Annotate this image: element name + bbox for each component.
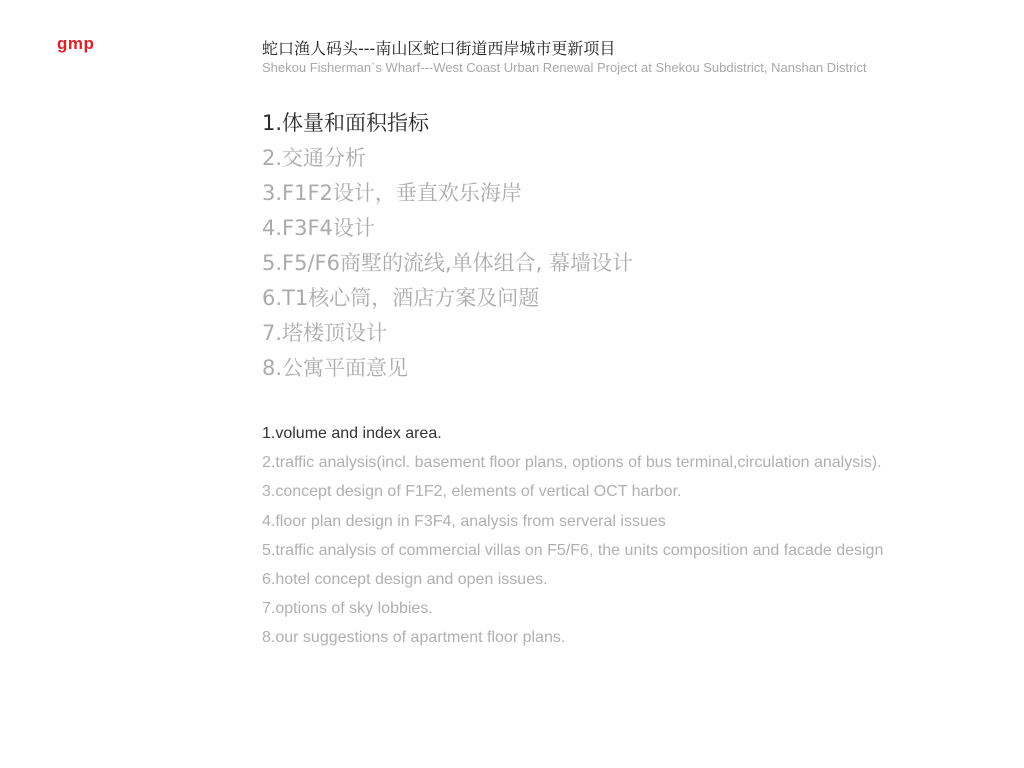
- document-header: [262, 38, 867, 76]
- project-title-en: Shekou Fisherman`s Wharf---West Coast Urban Renewal Project at Shekou Subdistrict, Nanshan District: [262, 60, 867, 75]
- toc-cn-item: 8.公寓平面意见: [262, 356, 409, 380]
- toc-en-item: 1.volume and index area.: [262, 425, 442, 442]
- toc-en-item: 2.traffic analysis(incl. basement floor plans, options of bus terminal,circulation analysis).: [262, 454, 882, 472]
- toc-en-item: 4.floor plan design in F3F4, analysis from serveral issues: [262, 512, 666, 530]
- gmp-logo: gmp: [57, 34, 95, 53]
- toc-en-item: 7.options of sky lobbies.: [262, 600, 433, 618]
- toc-en-item: 5.traffic analysis of commercial villas on F5/F6, the units composition and facade design: [262, 541, 884, 559]
- toc-cn-item: 4.F3F4设计: [262, 216, 375, 240]
- toc-english: [262, 419, 883, 653]
- toc-cn-item: 1.体量和面积指标: [262, 111, 430, 135]
- toc-en-item: 3.concept design of F1F2, elements of vertical OCT harbor.: [262, 483, 682, 501]
- toc-cn-item: 6.T1核心筒，酒店方案及问题: [262, 286, 540, 310]
- toc-cn-item: 7.塔楼顶设计: [262, 321, 388, 345]
- toc-chinese: [262, 106, 633, 386]
- toc-cn-item: 3.F1F2设计，垂直欢乐海岸: [262, 181, 522, 205]
- toc-en-item: 8.our suggestions of apartment floor plans.: [262, 629, 566, 647]
- toc-cn-item: 5.F5/F6商墅的流线,单体组合, 幕墙设计: [262, 251, 634, 275]
- toc-cn-item: 2.交通分析: [262, 146, 367, 170]
- project-title-cn: 蛇口渔人码头---南山区蛇口街道西岸城市更新项目: [262, 39, 616, 58]
- toc-en-item: 6.hotel concept design and open issues.: [262, 570, 548, 588]
